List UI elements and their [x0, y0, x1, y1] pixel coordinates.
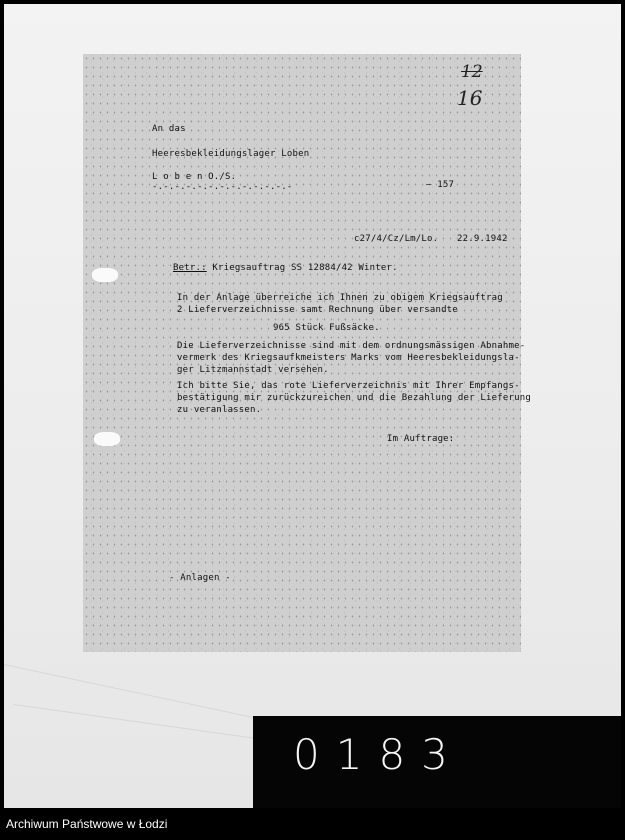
recipient-line-2: Heeresbekleidungslager Loben — [152, 149, 310, 159]
paragraph-1-line-1: In der Anlage überreiche ich Ihnen zu obigem Kriegsauftrag — [177, 293, 503, 303]
archive-footer — [0, 808, 625, 840]
paragraph-2-line-3: ger Litzmannstadt versehen. — [177, 365, 329, 375]
archive-name: Archiwum Państwowe w Łodzi — [6, 817, 168, 831]
folio-number: 16 — [457, 86, 483, 110]
letter-date: 22.9.1942 — [457, 234, 508, 244]
scan-streak — [14, 704, 272, 741]
paragraph-1-line-2: 2 Lieferverzeichnisse samt Rechnung über versandte — [177, 305, 458, 315]
subject-text: Kriegsauftrag SS 12884/42 Winter. — [212, 263, 398, 273]
subject-label: Betr.: — [173, 263, 207, 273]
file-reference: c27/4/Cz/Lm/Lo. — [354, 234, 439, 244]
punch-hole — [92, 268, 118, 282]
document-page — [83, 54, 531, 652]
paragraph-2-line-1: Die Lieferverzeichnisse sind mit dem ordnungsmässigen Abnahme- — [177, 341, 526, 351]
reference-number: — 157 — [426, 180, 455, 190]
recipient-line-1: An das — [152, 124, 186, 134]
closing-signature: Im Auftrage: — [387, 434, 455, 444]
folio-number-crossed: 12 — [461, 62, 483, 82]
enclosures-note: - Anlagen - — [169, 573, 231, 583]
recipient-underline: -.-.-.-.-.-.-.-.-.-.-.-.- — [152, 182, 293, 192]
paragraph-3-line-3: zu veranlassen. — [177, 405, 262, 415]
paragraph-2-line-2: vermerk des Kriegsaufkmeisters Marks vom Heeresbekleidungsla- — [177, 353, 520, 363]
recipient-line-3: L o b e n O./S. — [152, 172, 237, 182]
paragraph-3-line-2: bestätigung mir zurückzureichen und die Bezahlung der Lieferung — [177, 393, 531, 403]
subject-line — [173, 263, 398, 274]
paragraph-3-line-1: Ich bitte Sie, das rote Lieferverzeichnis mit Ihrer Empfangs- — [177, 381, 520, 391]
punch-hole — [94, 432, 120, 446]
paragraph-1-line-3: 965 Stück Fußsäcke. — [273, 323, 380, 333]
microfilm-frame-counter — [253, 716, 621, 808]
frame-number: 0183 — [293, 730, 464, 779]
